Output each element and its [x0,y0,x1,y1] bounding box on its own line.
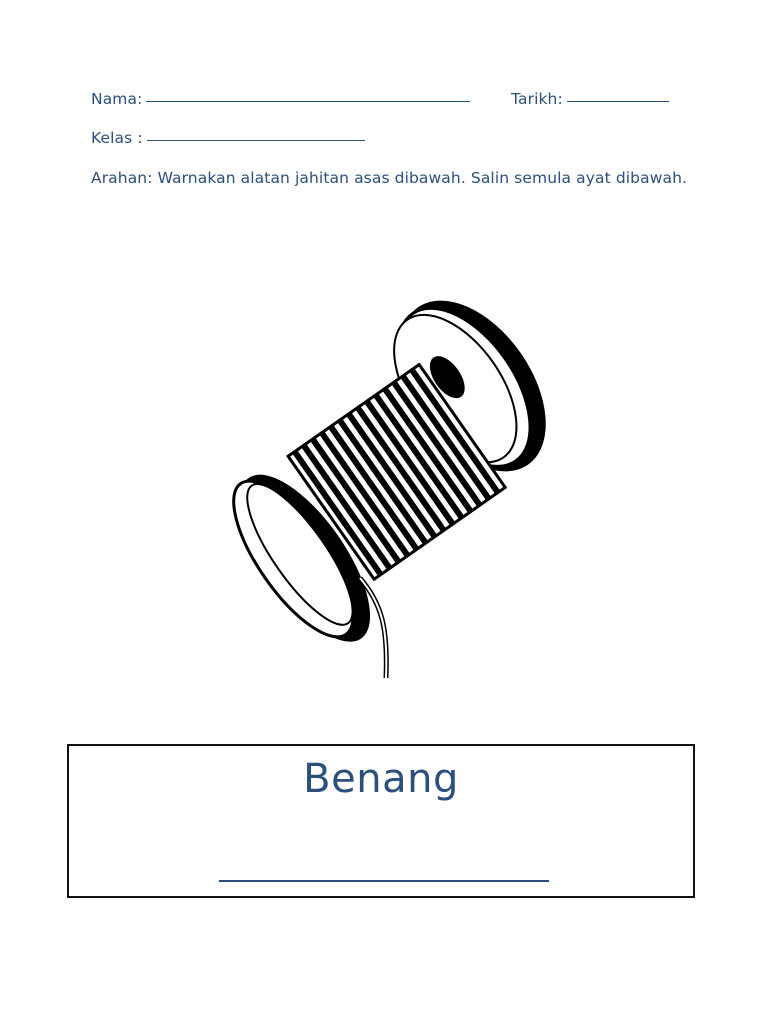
date-field[interactable] [567,100,669,102]
word-label: Benang [303,756,459,802]
class-row [91,129,365,147]
name-field[interactable] [146,100,470,102]
date-group [511,90,669,108]
instruction-text: Arahan: Warnakan alatan jahitan asas dibawah. Salin semula ayat dibawah. [91,169,688,187]
name-date-row [91,90,691,108]
date-label: Tarikh: [511,90,563,108]
thread-spool-illustration [220,258,560,688]
writing-line[interactable] [219,880,549,882]
thread-spool-icon [220,258,560,688]
word-box [67,744,695,898]
name-label: Nama: [91,90,143,108]
class-field[interactable] [147,139,365,141]
class-label: Kelas : [91,129,143,147]
